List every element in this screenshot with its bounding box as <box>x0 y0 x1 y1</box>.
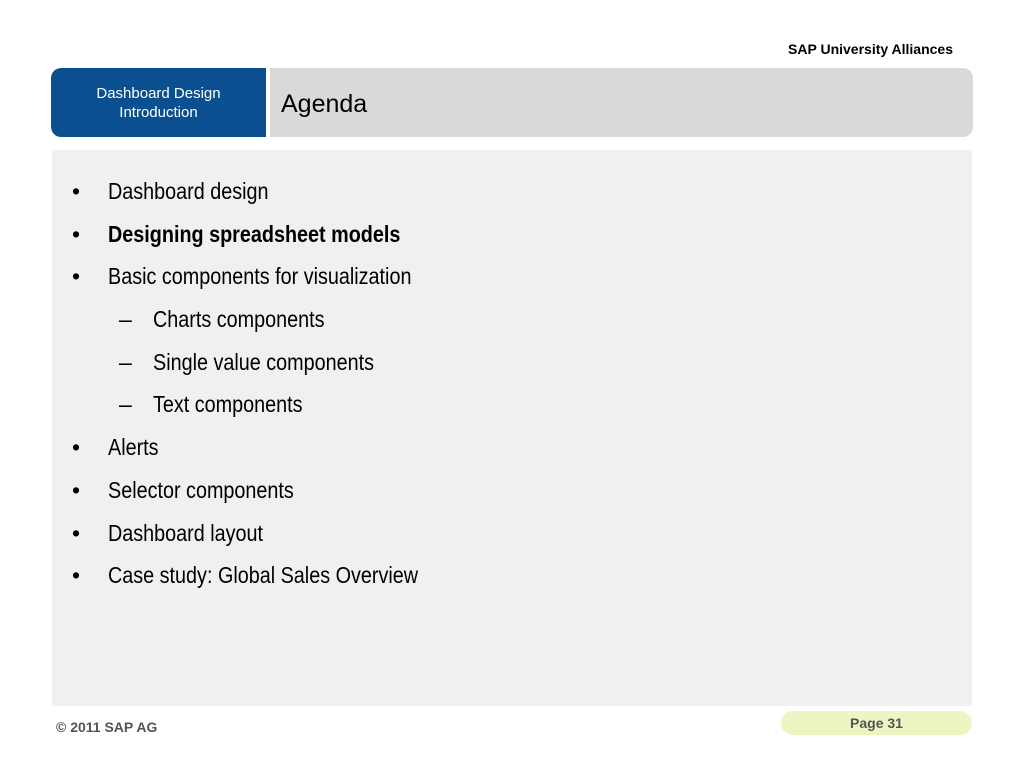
agenda-item <box>52 426 469 469</box>
header-bar <box>51 68 973 137</box>
agenda-item-text: Selector components <box>108 476 294 503</box>
agenda-item-text: Dashboard design <box>108 178 269 204</box>
dash-marker: – <box>119 348 132 375</box>
agenda-subitem-text: Charts components <box>153 306 325 333</box>
agenda-subitem <box>52 298 469 341</box>
agenda-list <box>52 170 469 597</box>
bullet-marker: • <box>72 220 81 247</box>
content-panel <box>52 150 972 706</box>
copyright-label: © 2011 SAP AG <box>56 719 158 735</box>
agenda-item <box>52 512 469 555</box>
agenda-item <box>52 255 469 298</box>
agenda-item-text: Alerts <box>108 434 159 461</box>
bullet-marker: • <box>72 519 81 546</box>
slide-title: Agenda <box>281 90 368 118</box>
bullet-marker: • <box>72 263 81 290</box>
page-number-badge: Page 31 <box>781 711 972 735</box>
agenda-item-text: Dashboard layout <box>108 519 264 546</box>
agenda-item-text: Case study: Global Sales Overview <box>108 562 419 589</box>
agenda-subitem <box>52 383 469 426</box>
agenda-subitem-text: Single value components <box>153 348 375 375</box>
agenda-subitem-text: Text components <box>153 391 303 418</box>
agenda-item <box>52 469 469 512</box>
bullet-marker: • <box>72 476 81 503</box>
bullet-marker: • <box>72 434 81 461</box>
brand-label: SAP University Alliances <box>788 41 953 57</box>
dash-marker: – <box>119 391 132 418</box>
agenda-item <box>52 554 469 597</box>
dash-marker: – <box>119 306 132 333</box>
header-divider <box>266 68 270 137</box>
agenda-item <box>52 213 469 256</box>
bullet-marker: • <box>72 562 81 589</box>
section-label: Dashboard Design Introduction <box>96 84 221 121</box>
agenda-subitem <box>52 341 469 384</box>
bullet-marker: • <box>72 178 81 204</box>
agenda-item <box>52 170 469 213</box>
agenda-item-text: Designing spreadsheet models <box>108 220 401 247</box>
agenda-item-text: Basic components for visualization <box>108 263 412 290</box>
section-label-box <box>51 68 266 137</box>
